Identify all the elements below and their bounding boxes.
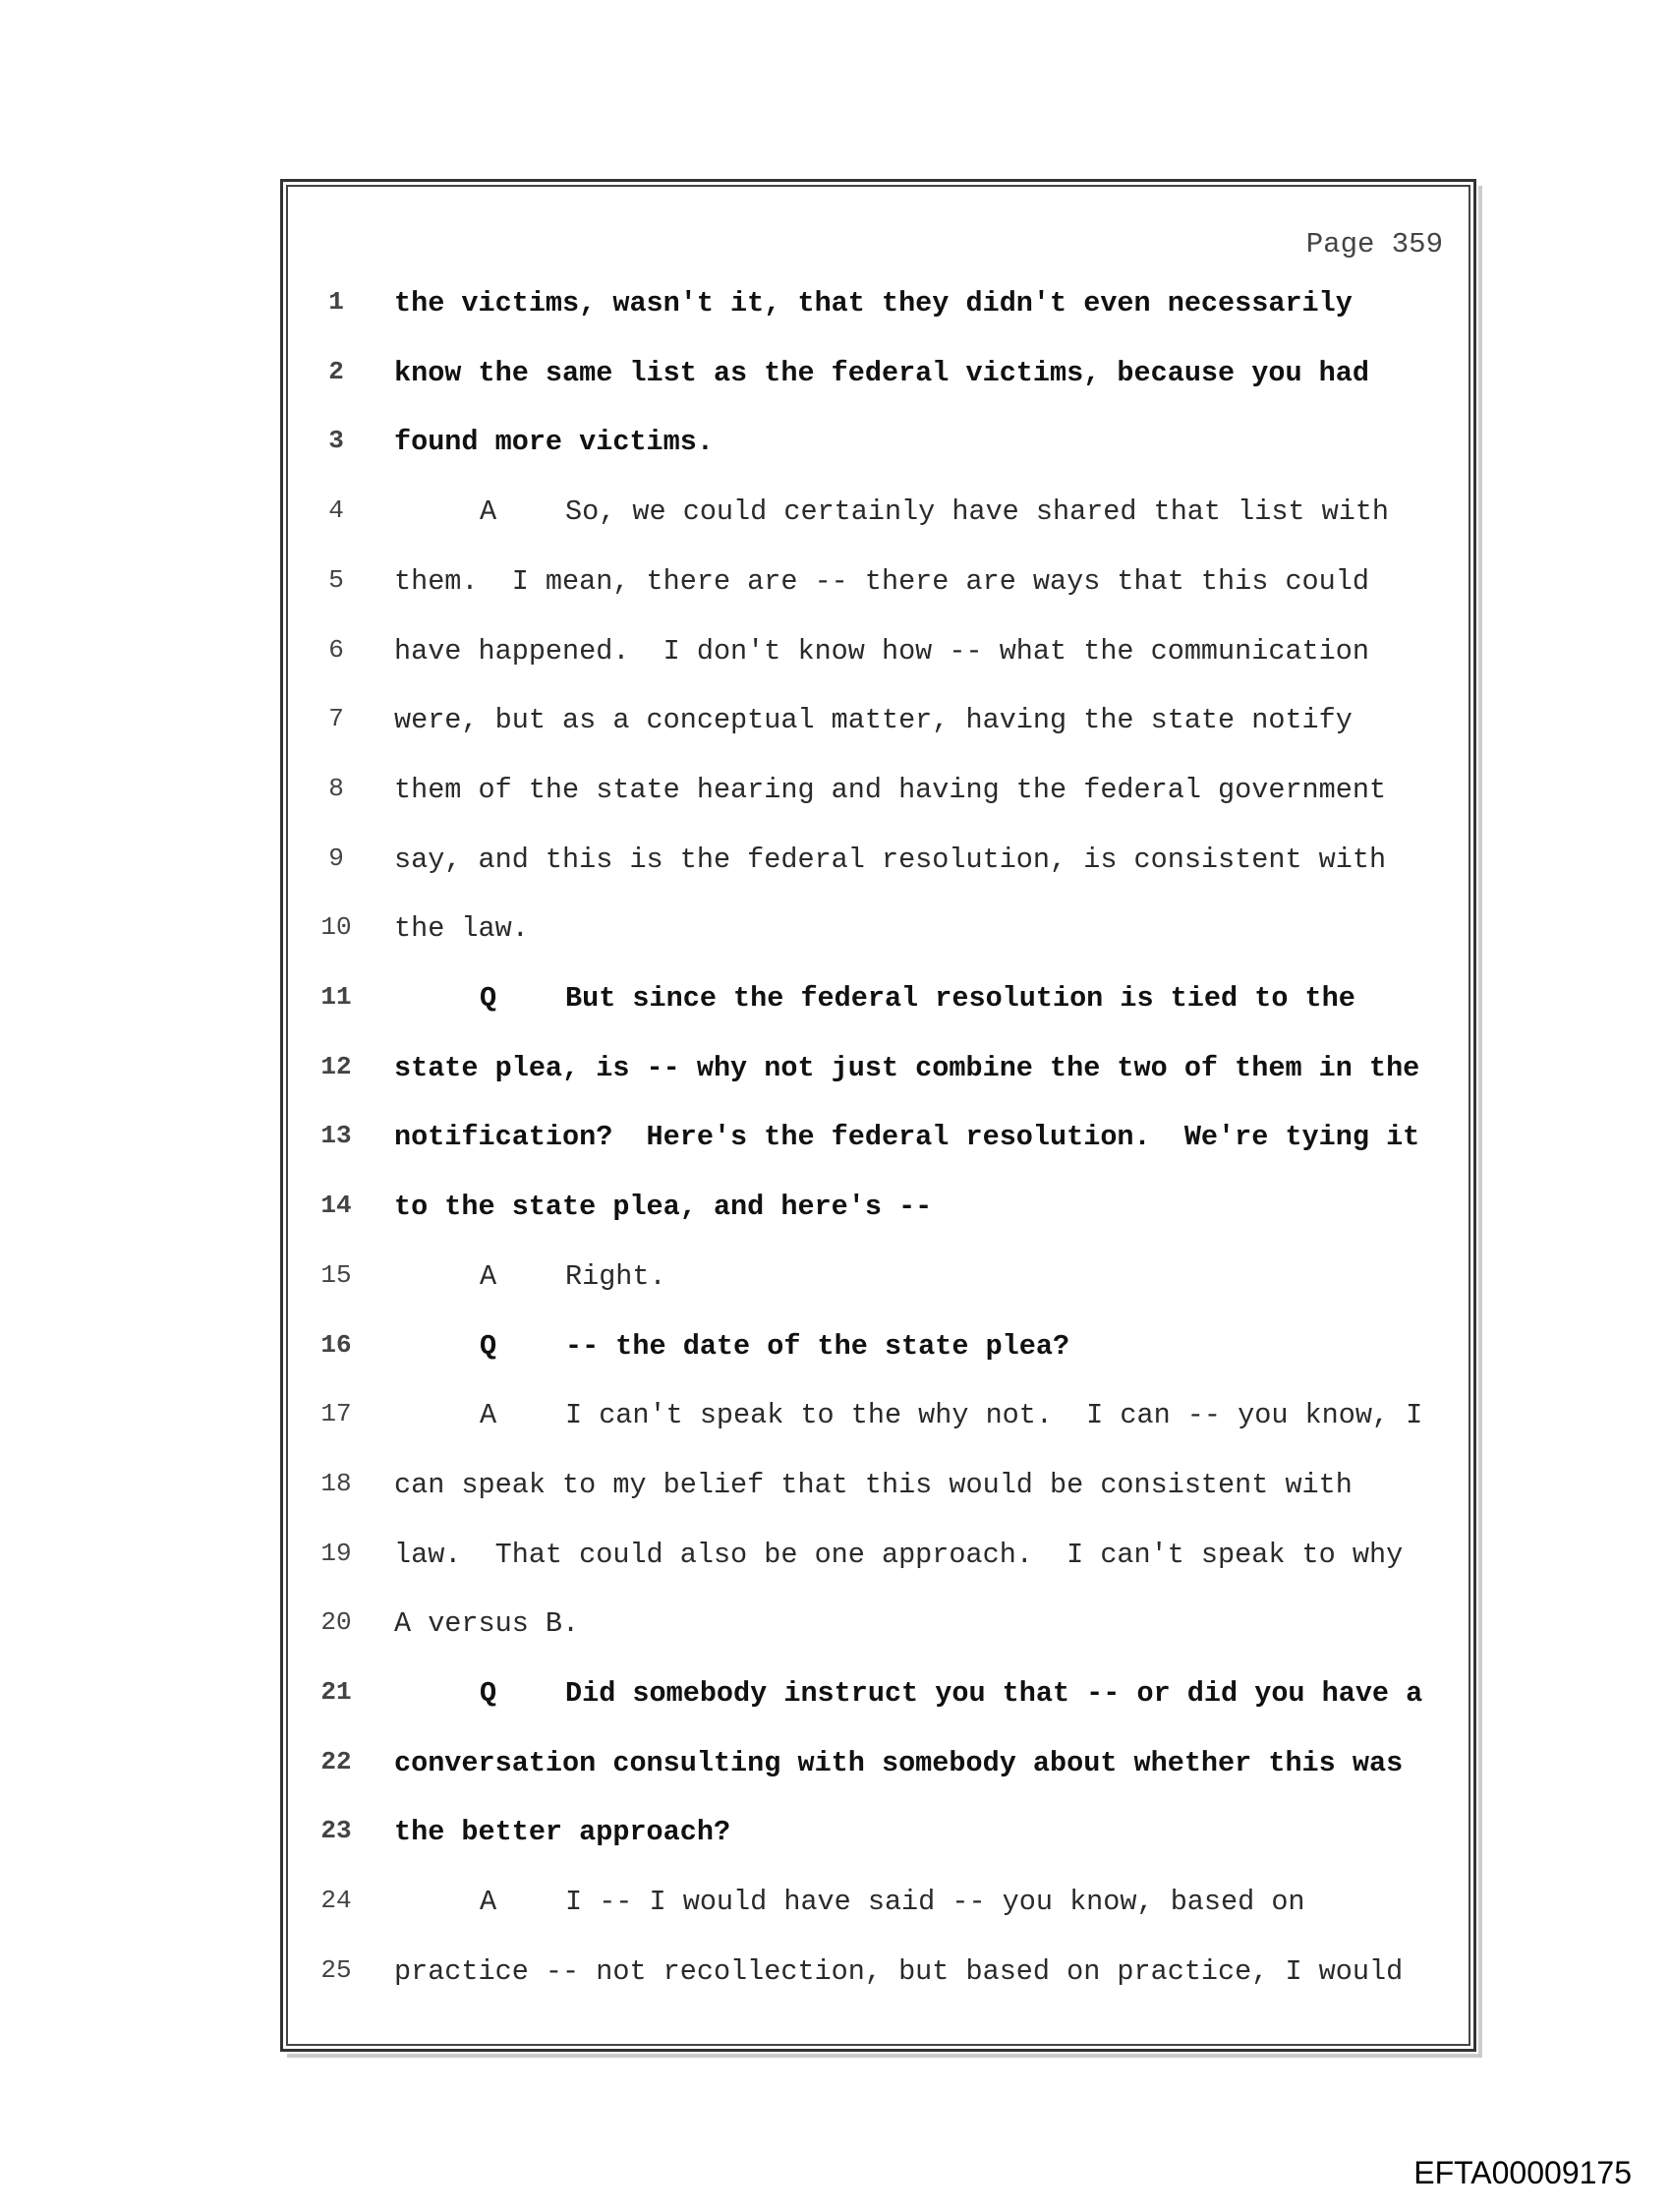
speaker-label: Q [480, 982, 497, 1015]
line-number: 20 [320, 1607, 352, 1638]
line-text: practice -- not recollection, but based on practice, I would [394, 1954, 1404, 1988]
speaker-label: A [480, 1399, 497, 1432]
line-text: them of the state hearing and having the federal government [394, 773, 1387, 806]
line-text: have happened. I don't know how -- what the communication [394, 634, 1369, 668]
line-text: conversation consulting with somebody about whether this was [394, 1746, 1404, 1779]
line-number: 7 [328, 704, 344, 734]
line-text: found more victims. [394, 426, 714, 459]
line-text: So, we could certainly have shared that list with [565, 495, 1390, 529]
line-text: Did somebody instruct you that -- or did you have a [565, 1677, 1423, 1710]
line-text: I -- I would have said -- you know, based on [565, 1886, 1305, 1919]
line-number: 15 [320, 1259, 352, 1290]
speaker-label: A [480, 1886, 497, 1919]
line-number: 1 [328, 287, 344, 317]
line-text: were, but as a conceptual matter, having the state notify [394, 704, 1353, 737]
page-number: Page 359 [1305, 228, 1443, 261]
line-number: 23 [320, 1816, 352, 1846]
line-number: 19 [320, 1538, 352, 1568]
line-number: 13 [320, 1121, 352, 1151]
line-text: say, and this is the federal resolution, is consistent with [394, 843, 1387, 876]
line-number: 16 [320, 1329, 352, 1360]
line-text: A versus B. [394, 1607, 580, 1641]
line-number: 17 [320, 1399, 352, 1429]
bates-number: EFTA00009175 [1413, 2155, 1632, 2190]
line-text: But since the federal resolution is tied to the [565, 982, 1355, 1015]
line-number: 25 [320, 1954, 352, 1985]
line-text: law. That could also be one approach. I can't speak to why [394, 1538, 1404, 1571]
line-number: 10 [320, 912, 352, 943]
line-number: 11 [320, 982, 352, 1012]
line-number: 22 [320, 1746, 352, 1776]
line-number: 24 [320, 1886, 352, 1916]
line-text: -- the date of the state plea? [565, 1329, 1070, 1363]
line-text: the law. [394, 912, 529, 946]
line-text: state plea, is -- why not just combine the two of them in the [394, 1051, 1420, 1084]
line-text: to the state plea, and here's -- [394, 1191, 933, 1224]
line-number: 2 [328, 356, 344, 386]
line-number: 12 [320, 1051, 352, 1081]
line-number: 4 [328, 495, 344, 526]
line-text: Right. [565, 1259, 666, 1293]
line-number: 18 [320, 1468, 352, 1498]
line-number: 5 [328, 564, 344, 595]
line-text: know the same list as the federal victims, because you had [394, 356, 1369, 389]
line-text: the better approach? [394, 1816, 731, 1849]
line-number: 9 [328, 843, 344, 873]
line-text: the victims, wasn't it, that they didn't even necessarily [394, 287, 1353, 320]
line-number: 21 [320, 1677, 352, 1707]
line-text: them. I mean, there are -- there are ways that this could [394, 564, 1369, 598]
speaker-label: Q [480, 1677, 497, 1710]
line-number: 8 [328, 773, 344, 803]
line-text: notification? Here's the federal resolution. We're tying it [394, 1121, 1420, 1154]
line-number: 6 [328, 634, 344, 665]
speaker-label: A [480, 495, 497, 529]
line-number: 14 [320, 1191, 352, 1221]
speaker-label: Q [480, 1329, 497, 1363]
line-text: can speak to my belief that this would be consistent with [394, 1468, 1353, 1501]
speaker-label: A [480, 1259, 497, 1293]
line-number: 3 [328, 426, 344, 456]
line-text: I can't speak to the why not. I can -- you know, I [565, 1399, 1423, 1432]
